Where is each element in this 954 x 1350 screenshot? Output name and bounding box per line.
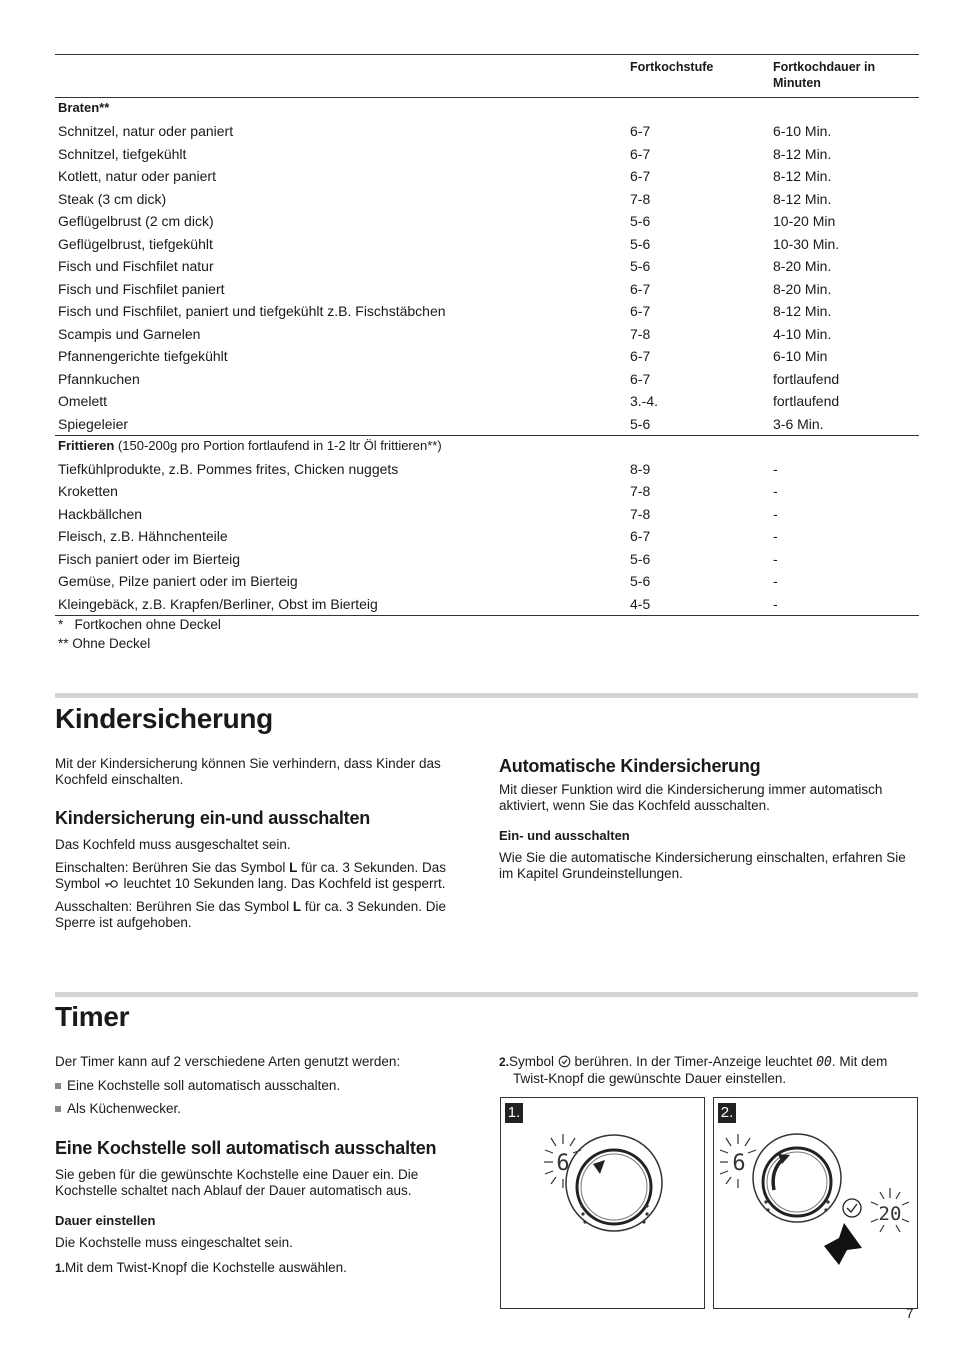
level-cell: 7-8	[630, 483, 651, 499]
timer-sub-title: Eine Kochstelle soll automatisch ausschalten	[55, 1138, 437, 1158]
duration-cell: -	[773, 573, 778, 589]
auto-kinder-title: Automatische Kindersicherung	[499, 756, 761, 776]
footnote-2: ** Ohne Deckel	[58, 636, 151, 651]
table-row	[55, 188, 919, 211]
dauer-p: Die Kochstelle muss eingeschaltet sein.	[55, 1235, 293, 1250]
auto-kinder-p: Mit dieser Funktion wird die Kindersicherung immer automatisch aktiviert, wenn Sie das Kochfeld ausschalten.	[499, 782, 883, 813]
dish-cell: Pfannengerichte tiefgekühlt	[58, 348, 228, 364]
text: . Mit dem Twist-Knopf die gewünschte Dauer einstellen.	[513, 1054, 888, 1086]
table-header-row	[55, 55, 919, 98]
duration-cell: -	[773, 505, 778, 522]
dauer-title: Dauer einstellen	[55, 1213, 156, 1228]
duration-cell: 6-10 Min	[773, 348, 828, 364]
step-number: 1.	[55, 1261, 66, 1275]
dish-cell: Pfannkuchen	[58, 370, 140, 387]
dish-cell: Schnitzel, natur oder paniert	[58, 123, 234, 139]
timer-sub-p: Sie geben für die gewünschte Kochstelle eine Dauer ein. Die Kochstelle schaltet nach Ablauf der Dauer automatisch aus.	[55, 1167, 419, 1198]
footnote-1: * Fortkochen ohne Deckel	[58, 617, 221, 632]
twist-knob-illustration-2	[714, 1098, 917, 1308]
timer-left-column	[55, 1054, 465, 1276]
duration-cell: -	[773, 528, 778, 544]
dish-cell: Geflügelbrust (2 cm dick)	[58, 213, 214, 229]
dish-cell: Kroketten	[58, 483, 118, 499]
timer-title: Timer	[55, 1001, 130, 1032]
timer-display-20: 20	[878, 1203, 902, 1225]
level-cell: 6-7	[630, 145, 651, 162]
duration-cell: -	[773, 483, 778, 499]
dish-cell: Fleisch, z.B. Hähnchenteile	[58, 528, 228, 544]
header-level: Fortkochstufe	[627, 55, 770, 98]
level-cell: 3.-4.	[630, 393, 659, 409]
text: Symbol	[509, 1054, 558, 1069]
table-row	[55, 255, 919, 278]
footnotes	[58, 615, 221, 653]
key-lock-icon	[104, 879, 120, 889]
table-row	[55, 570, 919, 593]
text: für ca. 3 Sekunden. Das Symbol	[55, 860, 446, 891]
table-row	[55, 345, 919, 368]
table-row	[55, 390, 919, 413]
group-title: Braten**	[58, 100, 110, 115]
level-cell: 6-7	[630, 123, 651, 139]
dish-cell: Spiegeleier	[58, 415, 129, 432]
duration-cell: -	[770, 593, 919, 616]
table-group-header	[55, 435, 919, 458]
table-row	[55, 368, 919, 391]
table-row	[55, 233, 919, 256]
group-title-cell	[55, 98, 919, 121]
timer-clock-icon	[558, 1055, 571, 1068]
table-row	[55, 300, 919, 323]
level-cell: 7-8	[630, 505, 651, 522]
level-cell: 6-7	[630, 348, 651, 364]
duration-cell: 8-20 Min.	[773, 280, 832, 297]
duration-cell: -	[773, 460, 778, 477]
text: Einschalten: Berühren Sie das Symbol	[55, 860, 290, 875]
level-cell: 6-7	[630, 168, 651, 184]
duration-cell: fortlaufend	[773, 370, 840, 387]
kindersicherung-title: Kindersicherung	[55, 703, 273, 734]
auto-kinder-sub-p: Wie Sie die automatische Kindersicherung einschalten, erfahren Sie im Kapitel Grundeinstellungen.	[499, 850, 906, 881]
page-number: 7	[906, 1306, 914, 1321]
level-cell: 6-7	[630, 528, 651, 544]
dish-cell: Kotlett, natur oder paniert	[58, 168, 216, 184]
dish-cell: Fisch und Fischfilet paniert	[58, 280, 225, 297]
duration-cell: 4-10 Min.	[773, 325, 832, 342]
header-dish	[55, 55, 627, 98]
kinder-intro: Mit der Kindersicherung können Sie verhindern, dass Kinder das Kochfeld einschalten.	[55, 756, 441, 787]
level-cell: 6-7	[630, 280, 651, 297]
text: Mit dem Twist-Knopf die Kochstelle auswählen.	[65, 1260, 347, 1275]
duration-cell: 8-12 Min.	[773, 168, 832, 184]
level-cell: 6-7	[630, 303, 651, 319]
symbol-l: L	[289, 860, 298, 875]
step-number: 2.	[499, 1055, 510, 1069]
bullet-icon	[55, 1083, 61, 1089]
section-divider	[55, 992, 918, 997]
group-note: (150-200g pro Portion fortlaufend in 1-2 ltr Öl frittieren**)	[114, 437, 442, 453]
timer-right-column	[499, 1054, 909, 1087]
duration-cell: 6-10 Min.	[773, 123, 832, 139]
table-row	[55, 503, 919, 526]
figure-step-1-label: 1.	[505, 1103, 523, 1123]
dish-cell: Gemüse, Pilze paniert oder im Bierteig	[58, 573, 298, 589]
text: leuchtet 10 Sekunden lang. Das Kochfeld ist gesperrt.	[119, 876, 446, 891]
twist-knob-illustration-1	[501, 1098, 704, 1308]
dish-cell: Scampis und Garnelen	[58, 325, 201, 342]
duration-cell: 3-6 Min.	[773, 415, 824, 432]
table-row	[55, 548, 919, 571]
bullet-icon	[55, 1106, 61, 1112]
table-row	[55, 278, 919, 301]
duration-cell: 8-12 Min.	[773, 145, 832, 162]
text: Ausschalten: Berühren Sie das Symbol	[55, 899, 293, 914]
table-row	[55, 480, 919, 503]
table-row	[55, 593, 919, 616]
dish-cell: Fisch und Fischfilet, paniert und tiefgekühlt z.B. Fischstäbchen	[58, 303, 446, 319]
level-cell: 8-9	[630, 460, 651, 477]
dish-cell: Fisch paniert oder im Bierteig	[58, 550, 241, 567]
level-cell: 7-8	[630, 325, 651, 342]
level-cell: 5-6	[630, 550, 651, 567]
level-cell: 6-7	[630, 370, 651, 387]
dish-cell: Hackbällchen	[58, 505, 143, 522]
duration-cell: 8-12 Min.	[773, 303, 832, 319]
header-duration: Fortkochdauer in Minuten	[770, 55, 919, 98]
figure-step-2-label: 2.	[718, 1103, 736, 1123]
duration-cell: 8-20 Min.	[773, 258, 832, 274]
figure-step-2	[713, 1097, 918, 1309]
kinder-right-column	[499, 756, 909, 882]
dish-cell: Omelett	[58, 393, 108, 409]
timer-display-00: 00	[816, 1055, 832, 1070]
section-divider	[55, 693, 918, 698]
dish-cell: Steak (3 cm dick)	[58, 190, 167, 207]
table-group-header	[55, 98, 919, 121]
cooktop-level-display: 6	[556, 1151, 570, 1176]
kinder-sub1-title: Kindersicherung ein-und ausschalten	[55, 808, 371, 828]
dish-cell: Schnitzel, tiefgekühlt	[58, 145, 187, 162]
cooking-table	[55, 54, 919, 616]
level-cell: 5-6	[630, 235, 651, 252]
text: Als Küchenwecker.	[67, 1101, 182, 1116]
duration-cell: 8-12 Min.	[773, 190, 832, 207]
dish-cell: Kleingebäck, z.B. Krapfen/Berliner, Obst im Bierteig	[55, 593, 627, 616]
table-row	[55, 525, 919, 548]
symbol-l: L	[292, 899, 302, 914]
text: für ca. 3 Sekunden. Die Sperre ist aufgehoben.	[55, 899, 446, 930]
timer-bullet-2	[55, 1101, 465, 1117]
duration-cell: fortlaufend	[773, 393, 840, 409]
step-2	[499, 1054, 909, 1087]
level-cell: 5-6	[630, 415, 651, 432]
group-title-cell	[55, 435, 919, 458]
timer-intro: Der Timer kann auf 2 verschiedene Arten genutzt werden:	[55, 1054, 401, 1069]
kinder-sub1-p1: Das Kochfeld muss ausgeschaltet sein.	[55, 837, 291, 852]
text: Eine Kochstelle soll automatisch ausschalten.	[67, 1078, 341, 1093]
text: berühren. In der Timer-Anzeige leuchtet	[570, 1054, 817, 1069]
level-cell: 7-8	[630, 190, 651, 207]
group-title: Frittieren	[58, 437, 115, 453]
step-1	[55, 1260, 465, 1276]
duration-cell: 10-20 Min	[773, 213, 836, 229]
table-row	[55, 120, 919, 143]
kinder-sub1-p2	[55, 860, 465, 892]
table-row	[55, 323, 919, 346]
auto-kinder-sub: Ein- und ausschalten	[499, 828, 630, 843]
table-row	[55, 165, 919, 188]
table-row	[55, 413, 919, 436]
level-cell: 4-5	[627, 593, 770, 616]
table-row	[55, 458, 919, 481]
duration-cell: 10-30 Min.	[773, 235, 840, 252]
dish-cell: Geflügelbrust, tiefgekühlt	[58, 235, 213, 252]
figure-step-1	[500, 1097, 705, 1309]
table-body	[55, 98, 919, 616]
duration-cell: -	[773, 550, 778, 567]
level-cell: 5-6	[630, 573, 651, 589]
cooktop-level-display: 6	[732, 1151, 746, 1176]
table-row	[55, 210, 919, 233]
level-cell: 5-6	[630, 258, 651, 274]
level-cell: 5-6	[630, 213, 651, 229]
table-row	[55, 143, 919, 166]
dish-cell: Tiefkühlprodukte, z.B. Pommes frites, Chicken nuggets	[58, 460, 399, 477]
timer-bullet-1	[55, 1078, 465, 1094]
kinder-sub1-p3	[55, 899, 465, 931]
dish-cell: Fisch und Fischfilet natur	[58, 258, 214, 274]
kinder-left-column	[55, 756, 465, 931]
